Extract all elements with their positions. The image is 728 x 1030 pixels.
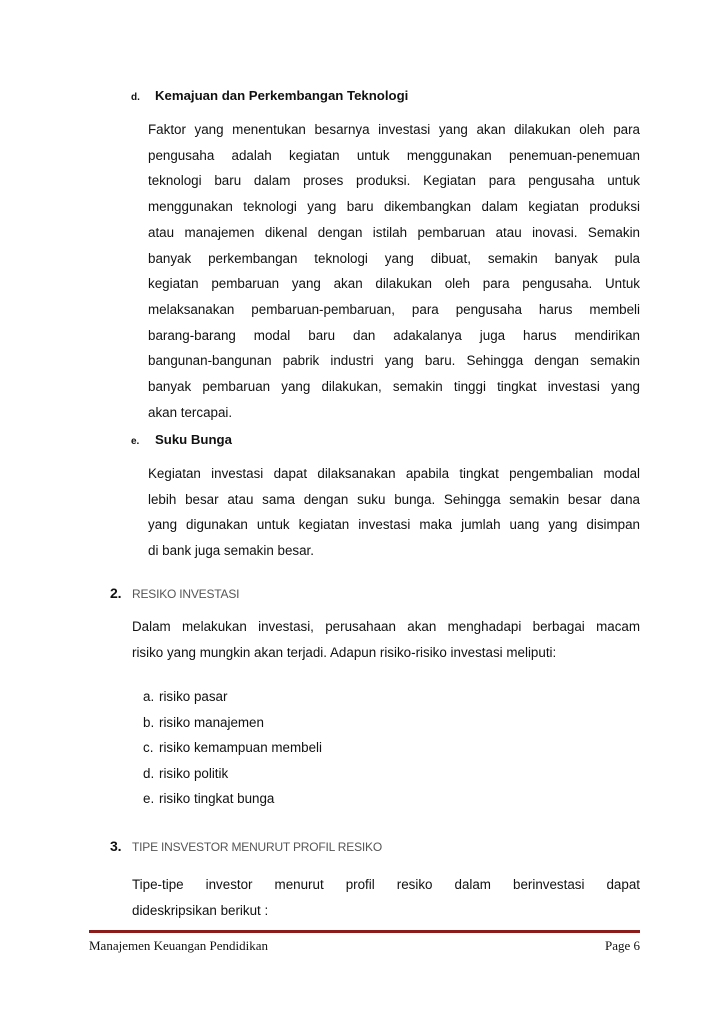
list-item-text: risiko politik	[159, 765, 229, 781]
section-3-heading	[110, 838, 382, 854]
subsection-d-marker: d.	[131, 92, 140, 103]
section-3-title: TIPE INSVESTOR MENURUT PROFIL RESIKO	[132, 840, 382, 854]
section-2-paragraph	[132, 614, 640, 665]
paragraph-line: teknologi baru dalam proses produksi. Kegiatan para pengusaha untuk	[148, 173, 640, 189]
list-marker: d.	[143, 765, 155, 781]
paragraph-line: yang digunakan untuk kegiatan investasi maka jumlah uang yang disimpan	[148, 517, 640, 533]
paragraph-line: dideskripsikan berikut :	[132, 902, 269, 918]
list-item	[143, 761, 322, 787]
list-item	[143, 710, 322, 736]
paragraph-line: Tipe-tipe investor menurut profil resiko dalam berinvestasi dapat	[132, 877, 640, 892]
paragraph-line: menggunakan teknologi yang baru dikembangkan dalam kegiatan produksi	[148, 199, 640, 215]
section-2-number: 2.	[110, 585, 122, 601]
paragraph-line: Kegiatan investasi dapat dilaksanakan apabila tingkat pengembalian modal	[148, 466, 640, 481]
page-number: Page 6	[604, 938, 640, 953]
paragraph-line: lebih besar atau sama dengan suku bunga. Sehingga semakin besar dana	[148, 491, 640, 507]
footer-rule	[89, 930, 640, 933]
paragraph-line: atau manajemen dikenal dengan istilah pembaruan atau inovasi. Semakin	[148, 224, 640, 240]
list-item-text: risiko tingkat bunga	[159, 791, 275, 807]
list-marker: e.	[143, 791, 155, 807]
subsection-e-paragraph	[148, 461, 640, 564]
list-item-text: risiko manajemen	[159, 714, 264, 730]
paragraph-line: akan tercapai.	[148, 404, 233, 420]
paragraph-line: di bank juga semakin besar.	[148, 543, 314, 559]
subsection-d-heading	[131, 88, 408, 103]
paragraph-line: pengusaha adalah kegiatan untuk menggunakan penemuan-penemuan	[148, 147, 640, 163]
list-item	[143, 735, 322, 761]
list-marker: a.	[143, 689, 155, 704]
risk-list	[143, 684, 322, 812]
section-2-title: RESIKO INVESTASI	[132, 587, 240, 601]
list-item	[143, 684, 322, 710]
paragraph-line: Faktor yang menentukan besarnya investasi yang akan dilakukan oleh para	[148, 122, 640, 137]
section-3-number: 3.	[110, 838, 122, 854]
subsection-d-title: Kemajuan dan Perkembangan Teknologi	[155, 88, 409, 103]
subsection-e-heading	[131, 432, 232, 447]
footer-title: Manajemen Keuangan Pendidikan	[89, 938, 269, 953]
list-item-text: risiko kemampuan membeli	[159, 740, 322, 756]
list-item	[143, 786, 322, 812]
paragraph-line: bangunan-bangunan pabrik industri yang baru. Sehingga dengan semakin	[148, 353, 640, 369]
section-3-paragraph	[132, 872, 640, 923]
subsection-e-title: Suku Bunga	[155, 432, 232, 447]
list-marker: b.	[143, 714, 155, 730]
paragraph-line: melaksanakan pembaruan-pembaruan, para pengusaha harus membeli	[148, 301, 640, 317]
list-marker: c.	[143, 740, 154, 756]
paragraph-line: kegiatan pembaruan yang akan dilakukan oleh para pengusaha. Untuk	[148, 276, 640, 292]
paragraph-line: banyak perkembangan teknologi yang dibuat, semakin banyak pula	[148, 250, 640, 266]
section-2-heading	[110, 585, 239, 601]
paragraph-line: Dalam melakukan investasi, perusahaan akan menghadapi berbagai macam	[132, 619, 640, 634]
subsection-e-marker: e.	[131, 436, 140, 447]
subsection-d-paragraph	[148, 117, 640, 425]
paragraph-line: banyak pembaruan yang dilakukan, semakin tinggi tingkat investasi yang	[148, 379, 640, 395]
paragraph-line: risiko yang mungkin akan terjadi. Adapun risiko-risiko investasi meliputi:	[132, 644, 557, 660]
list-item-text: risiko pasar	[159, 689, 228, 704]
paragraph-line: barang-barang modal baru dan adakalanya juga harus mendirikan	[148, 327, 640, 343]
